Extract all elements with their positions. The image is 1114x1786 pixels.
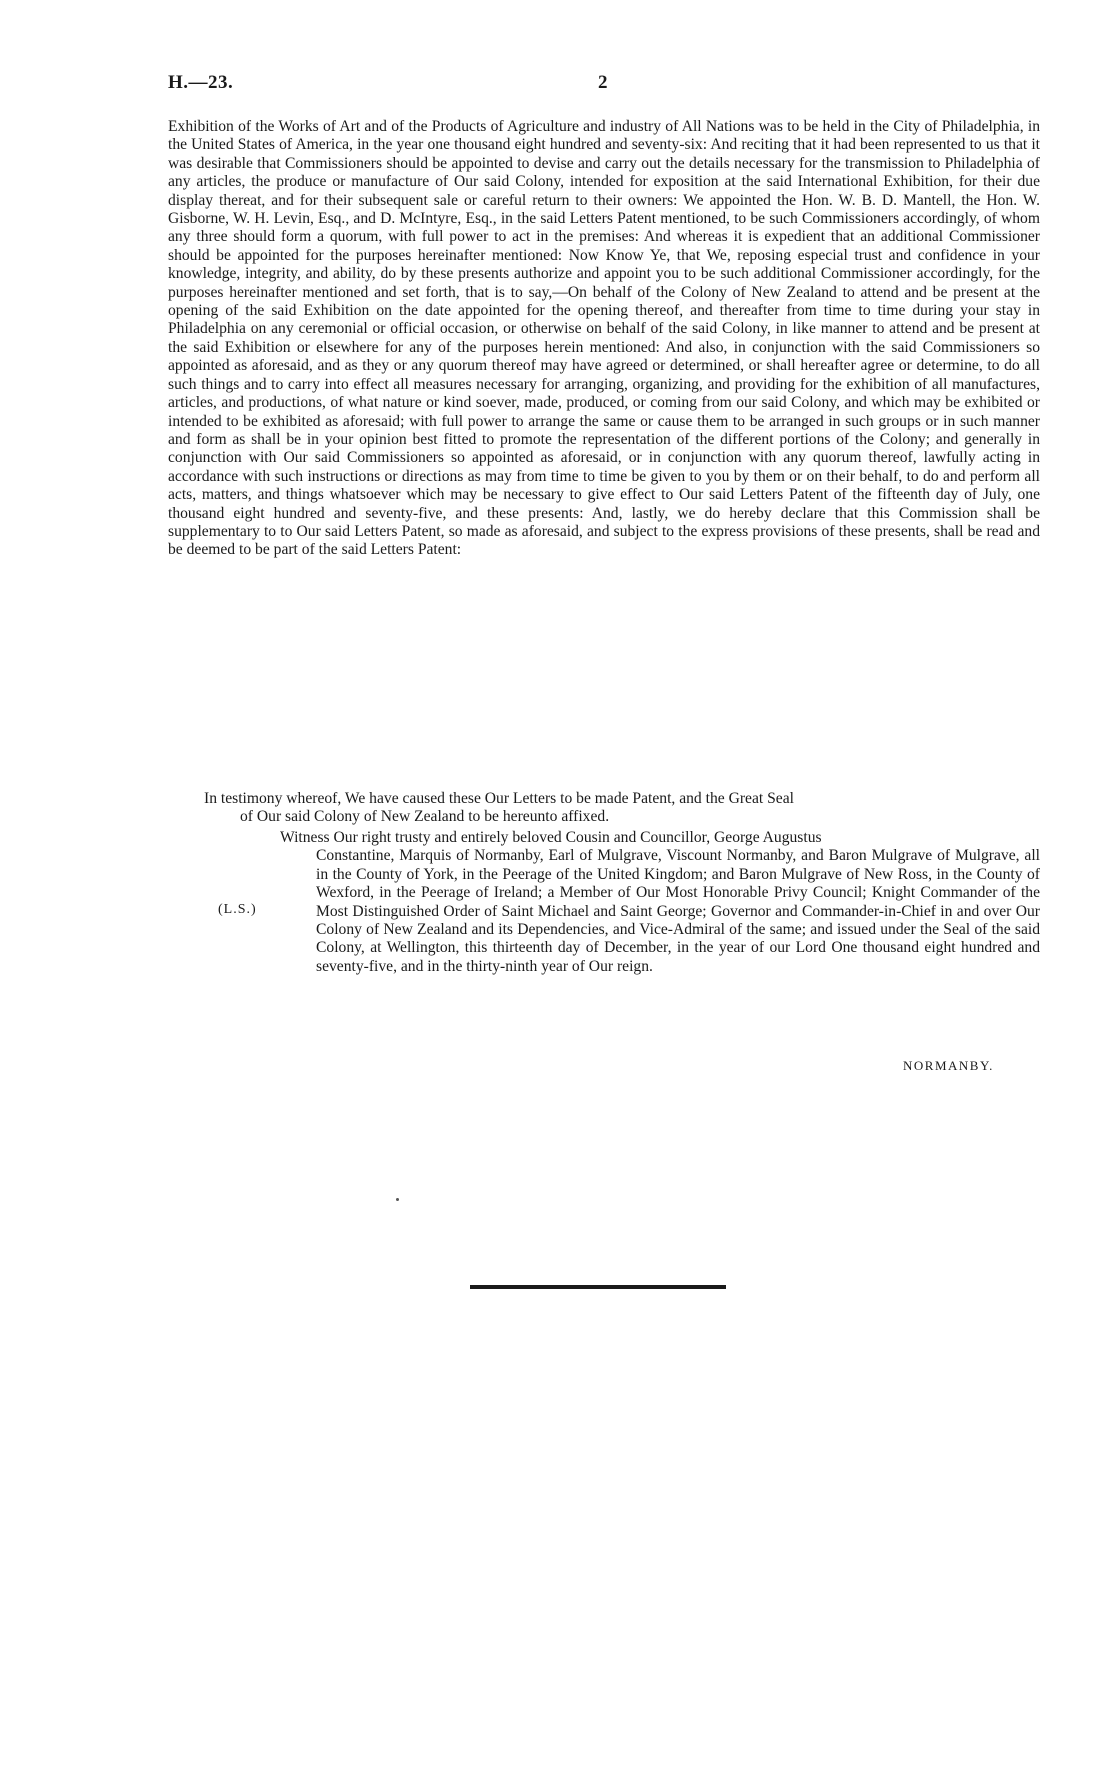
end-rule-divider bbox=[470, 1285, 726, 1289]
witness-first-line: Witness Our right trusty and entirely beloved Cousin and Councillor, George Augustus bbox=[280, 829, 822, 846]
document-reference: H.—23. bbox=[168, 72, 234, 93]
witness-rest: Constantine, Marquis of Normanby, Earl of Mulgrave, Viscount Normanby, and Baron Mulgrave of Mulgrave, all in the County of York, in the Peerage of the United Kingdom; and Baron Mulgrave of New Ross, in the County of Wexford, in the Peerage of Ireland; a Member of Our Most Honorable Privy Council; Knight Commander of the Most Distinguished Order of Saint Michael and Saint George; Governor and Commander-in-Chief in and over Our Colony of New Zealand and its Dependencies, and Vice-Admiral of the same; and issued under the Seal of the said Colony, at Wellington, this thirteenth day of December, in the year of our Lord One thousand eight hundred and seventy-five, and in the thirty-ninth year of Our reign. bbox=[316, 847, 1040, 975]
seal-mark: (L.S.) bbox=[218, 902, 257, 917]
witness-clause bbox=[280, 829, 1040, 976]
signature: NORMANBY. bbox=[903, 1058, 994, 1073]
stray-mark bbox=[396, 1198, 399, 1201]
testimony-clause bbox=[168, 790, 1040, 827]
testimony-line-1: In testimony whereof, We have caused these Our Letters to be made Patent, and the Great Seal bbox=[204, 790, 794, 807]
testimony-line-2: of Our said Colony of New Zealand to be hereunto affixed. bbox=[240, 808, 610, 826]
body-paragraph: Exhibition of the Works of Art and of the Products of Agriculture and industry of All Nations was to be held in the City of Philadelphia, in the United States of America, in the year one thousand eight hundred and seventy-six: And reciting that it had been represented to us that it was desirable that Commissioners should be appointed to devise and carry out the details necessary for the transmission to Philadelphia of any articles, the produce or manufacture of Our said Colony, intended for exposition at the said International Exhibition, for their due display thereat, and for their subsequent sale or careful return to their owners: We appointed the Hon. W. B. D. Mantell, the Hon. W. Gisborne, W. H. Levin, Esq., and D. McIntyre, Esq., in the said Letters Patent mentioned, to be such Commissioners accordingly, of whom any three should form a quorum, with full power to act in the premises: And whereas it is expedient that an additional Commissioner should be appointed for the purposes hereinafter mentioned: Now Know Ye, that We, reposing especial trust and confidence in your knowledge, integrity, and ability, do by these presents authorize and appoint you to be such additional Commissioner accordingly, for the purposes hereinafter mentioned and set forth, that is to say,—On behalf of the Colony of New Zealand to attend and be present at the opening of the said Exhibition on the date appointed for the opening thereof, and thereafter from time to time during your stay in Philadelphia on any ceremonial or official occasion, or otherwise on behalf of the said Colony, in like manner to attend and be present at the said Exhibition or elsewhere for any of the purposes herein mentioned: And also, in conjunction with the said Commissioners so appointed as aforesaid, and as they or any quorum thereof may have agreed or determined, or shall hereafter agree or determine, to do all such things and to carry into effect all measures necessary for arranging, organizing, and providing for the exhibition of all manufactures, articles, and productions, of what nature or kind soever, made, produced, or coming from our said Colony, and which may be exhibited or intended to be exhibited as aforesaid; with full power to arrange the same or cause them to be arranged in such groups or in such manner and form as shall be in your opinion best fitted to promote the representation of the different portions of the Colony; and generally in conjunction with Our said Commissioners so appointed as aforesaid, or in conjunction with any quorum thereof, lawfully acting in accordance with such instructions or directions as may from time to time be given to you by them or on their behalf, to do and perform all acts, matters, and things whatsoever which may be necessary to give effect to Our said Letters Patent of the fifteenth day of July, one thousand eight hundred and seventy-five, and these presents: And, lastly, we do hereby declare that this Commission shall be supplementary to to Our said Letters Patent, so made as aforesaid, and subject to the express provisions of these presents, shall be read and be deemed to be part of the said Letters Patent: bbox=[168, 118, 1040, 559]
page-number: 2 bbox=[598, 72, 608, 93]
